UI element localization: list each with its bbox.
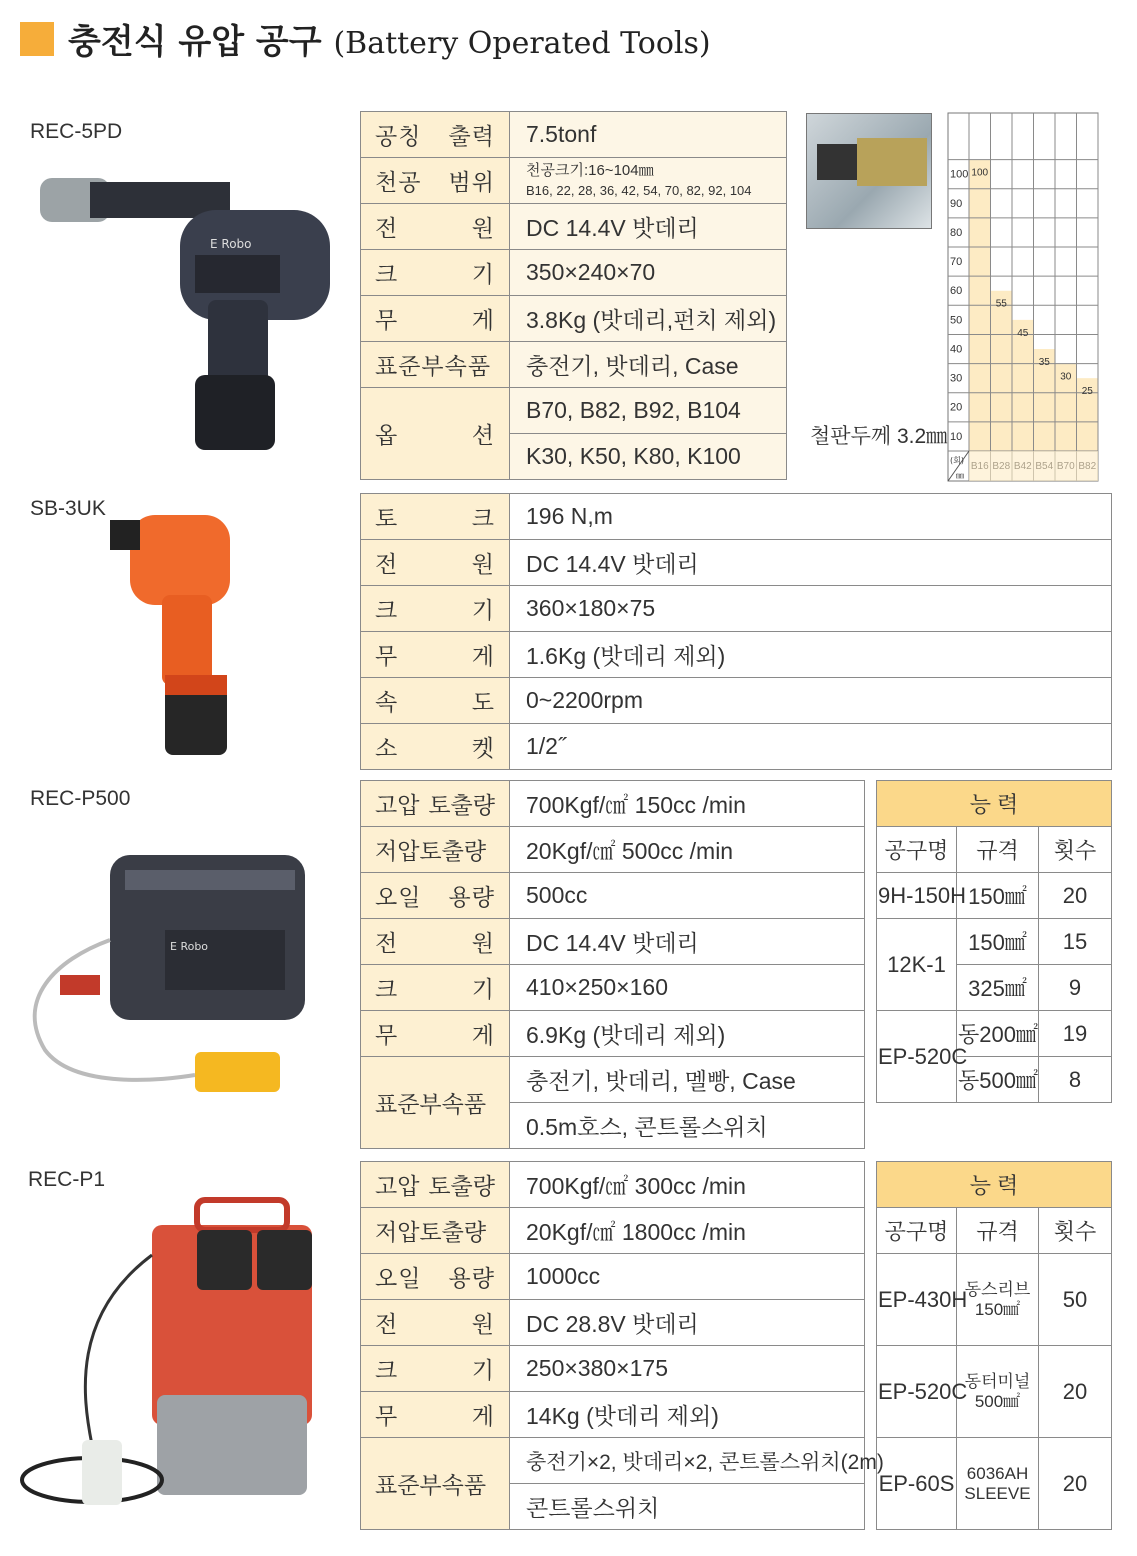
label: 무 게 [361,1011,510,1057]
chart-corner-bottom: ㎜ [956,471,964,480]
value: DC 14.4V 밧데리 [510,919,865,965]
count: 15 [1039,919,1112,965]
chart-bar [1012,320,1034,451]
label: 표준부속품 [361,342,510,388]
count: 20 [1039,1438,1112,1530]
value: 콘트롤스위치 [510,1484,865,1530]
spec [957,1438,1039,1530]
label: 공칭 출력 [361,112,510,158]
rec-5pd-photo [30,160,330,455]
punch-capacity-chart [948,113,1098,481]
capacity-title: 능 력 [877,781,1112,827]
value: DC 14.4V 밧데리 [510,204,787,250]
rec-p1-capacity-table [876,1161,1112,1530]
col-spec: 규격 [957,827,1039,873]
chart-data-label: 35 [1038,357,1050,369]
chart-data-label: 30 [1060,371,1072,383]
tool: EP-520C [877,1011,957,1103]
spec: 150㎟ [957,873,1039,919]
spec-line-2: 500㎟ [974,1391,1021,1411]
page-title-ko: 충전식 유압 공구 [68,22,322,62]
title-marker [20,22,54,56]
chart-ytick: 40 [950,343,963,356]
value: 1/2˝ [510,724,1112,770]
value: 350×240×70 [510,250,787,296]
rec-p500-photo [15,840,315,1105]
model-sb-3uk: SB-3UK [30,497,106,520]
spec: 동200㎟ [957,1011,1039,1057]
chart-ytick: 70 [950,256,963,269]
label: 무 게 [361,1392,510,1438]
label: 전 원 [361,204,510,250]
label: 전 원 [361,540,510,586]
col-count: 횟수 [1039,1208,1112,1254]
model-rec-p1: REC-P1 [28,1168,106,1191]
page-title-en: (Battery Operated Tools) [333,26,711,61]
rec-p1-photo [12,1195,332,1510]
model-rec-5pd: REC-5PD [30,120,123,143]
col-tool: 공구명 [877,1208,957,1254]
value: 700Kgf/㎠ 150cc /min [510,781,865,827]
svg-text:E Robo: E Robo [210,237,252,251]
count: 50 [1039,1254,1112,1346]
value: 7.5tonf [510,112,787,158]
value: 0~2200rpm [510,678,1112,724]
spec-line-2: SLEEVE [964,1483,1031,1503]
count: 19 [1039,1011,1112,1057]
tool: 12K-1 [877,919,957,1011]
chart-data-label: 45 [1017,327,1029,339]
label: 고압 토출량 [361,781,510,827]
label: 소 켓 [361,724,510,770]
value: 700Kgf/㎠ 300cc /min [510,1162,865,1208]
label: 크 기 [361,965,510,1011]
tool: EP-60S [877,1438,957,1530]
label: 무 게 [361,632,510,678]
spec: 동500㎟ [957,1057,1039,1103]
chart-ytick: 20 [950,401,963,414]
steel-thickness-caption: 철판두께 3.2㎜ [810,425,948,448]
sb-3uk-photo [100,505,260,760]
value: 1000cc [510,1254,865,1300]
chart-data-label: 100 [971,167,989,179]
rec-5pd-spec-table [360,111,787,480]
value: 20Kgf/㎠ 1800cc /min [510,1208,865,1254]
label: 오일 용량 [361,873,510,919]
page-title [68,14,711,63]
spec-line-1: 6036AH [966,1463,1029,1483]
value: 250×380×175 [510,1346,865,1392]
chart-axis-band [969,451,1098,481]
spec-line-2: 150㎟ [974,1299,1021,1319]
label: 무 게 [361,296,510,342]
range-line-2: B16, 22, 28, 36, 42, 54, 70, 82, 92, 104 [526,182,752,198]
value: DC 14.4V 밧데리 [510,540,1112,586]
value: 196 N,m [510,494,1112,540]
capacity-title: 능 력 [877,1162,1112,1208]
col-count: 횟수 [1039,827,1112,873]
label: 표준부속품 [361,1057,510,1149]
label: 옵 션 [361,388,510,480]
chart-ytick: 100 [950,168,969,181]
value: 410×250×160 [510,965,865,1011]
chart-ytick: 30 [950,372,963,385]
spec: 150㎟ [957,919,1039,965]
value: 1.6Kg (밧데리 제외) [510,632,1112,678]
tool: EP-520C [877,1346,957,1438]
chart-bar [991,291,1013,451]
chart-data-label: 25 [1081,386,1093,398]
label: 토 크 [361,494,510,540]
value: 20Kgf/㎠ 500cc /min [510,827,865,873]
sb-3uk-spec-table [360,493,1112,770]
label: 속 도 [361,678,510,724]
value: 충전기×2, 밧데리×2, 콘트롤스위치(2m) [510,1438,865,1484]
value: 0.5m호스, 콘트롤스위치 [510,1103,865,1149]
tool: 9H-150H [877,873,957,919]
col-tool: 공구명 [877,827,957,873]
value: DC 28.8V 밧데리 [510,1300,865,1346]
spec [957,1346,1039,1438]
chart-ytick: 60 [950,285,963,298]
spec: 325㎟ [957,965,1039,1011]
rec-p1-spec-table [360,1161,884,1530]
col-spec: 규격 [957,1208,1039,1254]
count: 9 [1039,965,1112,1011]
value: B70, B82, B92, B104 [510,388,787,434]
label: 오일 용량 [361,1254,510,1300]
label: 크 기 [361,1346,510,1392]
label: 고압 토출량 [361,1162,510,1208]
spec [957,1254,1039,1346]
value [510,158,787,204]
value: 14Kg (밧데리 제외) [510,1392,865,1438]
count: 20 [1039,1346,1112,1438]
value: 500cc [510,873,865,919]
label: 저압토출량 [361,1208,510,1254]
chart-ytick: 10 [950,430,963,443]
label: 표준부속품 [361,1438,510,1530]
chart-ytick: 50 [950,314,963,327]
label: 저압토출량 [361,827,510,873]
value: 360×180×75 [510,586,1112,632]
label: 전 원 [361,1300,510,1346]
rec-p500-spec-table [360,780,865,1149]
count: 20 [1039,873,1112,919]
label: 천공 범위 [361,158,510,204]
rec-p500-capacity-table [876,780,1112,1103]
chart-corner-top: (회) [950,456,964,465]
value: 충전기, 밧데리, 멜빵, Case [510,1057,865,1103]
label: 전 원 [361,919,510,965]
label: 크 기 [361,250,510,296]
value: 3.8Kg (밧데리,펀치 제외) [510,296,787,342]
spec-line-1: 동터미널 [964,1371,1031,1391]
svg-text:E Robo: E Robo [170,940,209,953]
count: 8 [1039,1057,1112,1103]
spec-line-1: 동스리브 [964,1279,1031,1299]
value: 6.9Kg (밧데리 제외) [510,1011,865,1057]
steel-plate-photo [806,113,932,229]
tool: EP-430H [877,1254,957,1346]
chart-ytick: 80 [950,226,963,239]
chart-ytick: 90 [950,197,963,210]
label: 크 기 [361,586,510,632]
model-rec-p500: REC-P500 [30,787,131,810]
range-line-1: 천공크기:16~104㎜ [526,161,654,179]
chart-data-label: 55 [995,298,1007,310]
value: K30, K50, K80, K100 [510,434,787,480]
value: 충전기, 밧데리, Case [510,342,787,388]
